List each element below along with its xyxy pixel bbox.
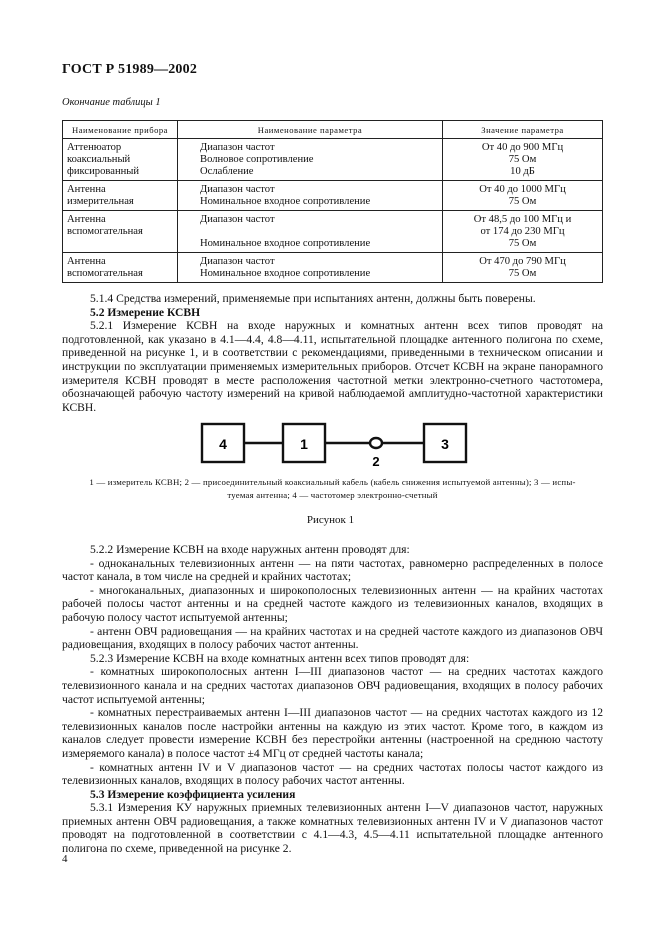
parameter-name: Номинальное входное сопротивление xyxy=(200,238,371,249)
block-label: 1 xyxy=(300,436,308,452)
parameter-value: от 174 до 230 МГц xyxy=(480,226,565,237)
paragraph: - антенн ОВЧ радиовещания — на крайних частотах и на средней частоте каждого из диапазонов ОВЧ радиовещания, входящих в полосу рабочих частот антенны. xyxy=(62,624,603,652)
cable-label: 2 xyxy=(372,454,380,468)
table-caption: Окончание таблицы 1 xyxy=(62,97,161,108)
column-header: Значение параметра xyxy=(443,121,603,139)
parameter-name: Диапазон частот xyxy=(200,214,275,225)
paragraph: 5.1.4 Средства измерений, применяемые при испытаниях антенн, должны быть поверены. xyxy=(90,292,536,305)
paragraph: - комнатных перестраиваемых антенн I—III диапазонов частот — на средних частотах каждого из 12 телевизионных каналов после настройки антенны на каждую из этих частот. Кроме того, в каждом из каналов следует провести измерение КСВН без перестройки антенны (настроенной на среднюю частоту измеряемого канала) в полосе частот ±4 МГц от средней частоты канала; xyxy=(62,706,603,760)
instruments-table xyxy=(62,120,603,283)
parameter-value: От 48,5 до 100 МГц и xyxy=(473,214,572,225)
parameter-name: Диапазон частот xyxy=(200,256,275,267)
measurement-diagram xyxy=(200,422,470,468)
section-heading: 5.2 Измерение КСВН xyxy=(90,305,201,319)
parameter-value: От 40 до 1000 МГц xyxy=(479,184,566,195)
figure-caption: Рисунок 1 xyxy=(306,514,355,526)
table-row xyxy=(63,211,603,253)
table-row xyxy=(63,181,603,211)
block-label: 3 xyxy=(441,436,449,452)
section-heading: 5.3 Измерение коэффициента усиления xyxy=(90,787,296,801)
figure-legend xyxy=(62,476,603,502)
parameter-value: 75 Ом xyxy=(508,238,537,249)
column-header: Наименование параметра xyxy=(178,121,443,139)
block-label: 4 xyxy=(219,436,227,452)
text-block-bottom xyxy=(62,543,603,856)
parameter-name: Ослабление xyxy=(200,166,254,177)
parameter-cell xyxy=(178,181,443,211)
paragraph: 5.2.1 Измерение КСВН на входе наружных и комнатных антенн всех типов проводят на подготовленной, как указано в 4.1—4.4, 4.8—4.11, испытательной площадке антенного полигона по схеме, приведенной на рисунке 1, и в соответствии с рекомендациями, приведенными в техническом описании и инструкции по эксплуатации применяемых измерительных приборов. Отсчет КСВН на экране панорамного измерителя КСВН проводят в месте расположения частотной метки электронно-счетного частотомера, обозначающей рабочую частоту измерений на кривой наблюдаемой амплитудно-частотной характеристики КСВН. xyxy=(62,319,603,414)
page-number: 4 xyxy=(62,853,68,865)
parameter-value: 75 Ом xyxy=(508,154,537,165)
text-block-top xyxy=(62,292,603,414)
table-row xyxy=(63,253,603,283)
value-cell xyxy=(443,211,603,253)
table-header-row xyxy=(63,121,603,139)
device-name: Антенна вспомогательная xyxy=(63,211,178,253)
parameter-name: Волновое сопротивление xyxy=(200,154,314,165)
device-name: Антенна вспомогательная xyxy=(63,253,178,283)
paragraph: 5.2.3 Измерение КСВН на входе комнатных антенн всех типов проводят для: xyxy=(90,651,470,665)
parameter-spacer xyxy=(200,226,438,238)
paragraph: - комнатных широкополосных антенн I—III диапазонов частот — на средних частотах каждого телевизионного канала и на средних частотах диапазонов ОВЧ радиовещания, входящих в полосу рабочих частот испытуемой антенны; xyxy=(62,665,603,706)
standard-header: ГОСТ Р 51989—2002 xyxy=(62,62,198,77)
paragraph: - комнатных антенн IV и V диапазонов частот — на средних частотах полосы частот каждого из телевизионных каналов, входящих в полосу рабочих частот антенны. xyxy=(62,760,603,788)
device-name: Аттенюатор коаксиальный фиксированный xyxy=(63,139,178,181)
parameter-cell xyxy=(178,211,443,253)
paragraph: - многоканальных, диапазонных и широкополосных телевизионных антенн — на крайних частотах рабочей полосы частот антенны и на средней частоте каждого из телевизионных каналов, входящих в рабочую полосу частот испытуемой антенны; xyxy=(62,583,603,624)
parameter-value: От 470 до 790 МГц xyxy=(479,256,566,267)
paragraph: 5.3.1 Измерения КУ наружных приемных телевизионных антенн I—V диапазонов частот, наружных приемных антенн ОВЧ радиовещания, а также комнатных телевизионных антенн IV и V диапазонов частот проводят на подготовленной в соответствии с 4.1—4.3, 4.5—4.11 испытательной площадке антенного полигона по схеме, приведенной на рисунке 2. xyxy=(62,801,603,856)
legend-line: 1 — измеритель КСВН; 2 — присоединительный коаксиальный кабель (кабель снижения испытуемой антенны); 3 — испы- xyxy=(89,477,576,487)
table-row xyxy=(63,139,603,181)
parameter-value: 10 дБ xyxy=(510,166,535,177)
parameter-name: Диапазон частот xyxy=(200,184,275,195)
column-header: Наименование прибора xyxy=(63,121,178,139)
parameter-name: Номинальное входное сопротивление xyxy=(200,196,371,207)
paragraph: 5.2.2 Измерение КСВН на входе наружных антенн проводят для: xyxy=(90,543,410,556)
value-cell xyxy=(443,181,603,211)
parameter-value: От 40 до 900 МГц xyxy=(481,142,564,153)
parameter-value: 75 Ом xyxy=(508,196,537,207)
cable-loop xyxy=(370,438,382,448)
parameter-cell xyxy=(178,139,443,181)
parameter-name: Номинальное входное сопротивление xyxy=(200,268,371,279)
value-cell xyxy=(443,139,603,181)
legend-line: туемая антенна; 4 — частотомер электронно-счетный xyxy=(227,490,438,500)
parameter-cell xyxy=(178,253,443,283)
parameter-name: Диапазон частот xyxy=(200,142,275,153)
device-name: Антенна измерительная xyxy=(63,181,178,211)
paragraph: - одноканальных телевизионных антенн — на пяти частотах, равномерно распределенных в полосе частот канала, в том числе на средней и крайних частотах; xyxy=(62,556,603,584)
parameter-value: 75 Ом xyxy=(508,268,537,279)
value-cell xyxy=(443,253,603,283)
